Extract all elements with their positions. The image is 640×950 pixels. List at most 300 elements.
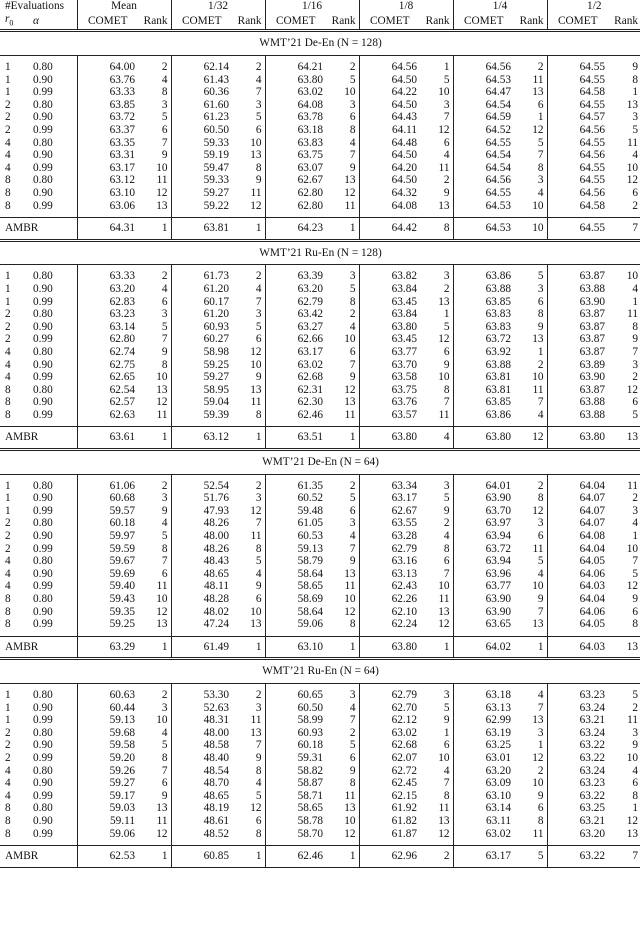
rank-cell: 13	[532, 86, 544, 99]
comet-cell: 63.22	[547, 739, 608, 752]
comet-cell: 59.97	[77, 530, 138, 543]
ambr-comet-cell: 63.51	[265, 427, 326, 450]
comet-cell: 62.15	[359, 790, 420, 803]
comet-cell: 64.55	[547, 137, 608, 150]
table-row	[0, 384, 640, 397]
table-row	[0, 371, 640, 384]
table-row	[0, 321, 640, 334]
comet-cell: 64.06	[547, 568, 608, 581]
rank-cell: 4	[537, 567, 544, 580]
comet-cell: 63.90	[453, 606, 514, 619]
comet-cell: 60.93	[171, 321, 232, 334]
rank-cell: 8	[443, 789, 450, 802]
comet-cell: 61.06	[77, 474, 138, 492]
rank-cell: 2	[326, 56, 359, 74]
comet-cell: 64.58	[547, 86, 608, 99]
rank-cell: 10	[608, 265, 640, 283]
comet-cell: 64.56	[359, 56, 420, 74]
comet-cell: 64.07	[547, 492, 608, 505]
comet-cell: 48.28	[171, 593, 232, 606]
r0-cell: 8	[5, 408, 11, 421]
rank-cell: 6	[349, 504, 356, 517]
rank-cell: 11	[344, 408, 356, 421]
rank-cell: 3	[349, 98, 356, 111]
alpha-cell: 0.80	[33, 593, 53, 605]
ambr-rank-cell: 5	[514, 846, 547, 868]
comet-cell: 63.25	[453, 739, 514, 752]
rank-cell: 6	[255, 333, 262, 346]
comet-cell: 59.27	[171, 371, 232, 384]
comet-cell: 59.68	[77, 727, 138, 740]
ambr-rank-cell: 7	[608, 846, 640, 868]
rank-cell: 3	[255, 701, 262, 714]
alpha-cell: 0.80	[33, 517, 53, 530]
rank-cell: 4	[349, 320, 356, 333]
ambr-rank-cell: 13	[608, 636, 640, 659]
comet-cell: 63.90	[453, 492, 514, 505]
comet-cell: 63.20	[453, 765, 514, 778]
comet-cell: 61.05	[265, 517, 326, 530]
rank-cell: 10	[532, 777, 544, 790]
comet-cell: 63.10	[453, 790, 514, 803]
table-row	[0, 580, 640, 593]
section-title: WMT’21 Ru-En (N = 128)	[0, 240, 640, 265]
r0-cell: 4	[5, 345, 11, 358]
rank-cell: 9	[632, 333, 639, 346]
comet-cell: 59.26	[77, 765, 138, 778]
table-row	[0, 765, 640, 778]
rank-cell: 3	[632, 111, 639, 124]
comet-cell: 63.02	[265, 86, 326, 99]
rank-cell: 11	[344, 789, 356, 802]
rank-cell: 11	[438, 802, 450, 815]
rank-cell: 4	[255, 282, 262, 295]
comet-cell: 64.54	[453, 99, 514, 112]
table-row	[0, 828, 640, 846]
alpha-cell: 0.80	[33, 726, 53, 739]
alpha-cell: 0.80	[33, 98, 53, 111]
r0-cell: 8	[5, 593, 11, 605]
alpha-cell: 0.80	[33, 383, 53, 396]
comet-cell: 62.79	[359, 543, 420, 556]
table-row	[0, 568, 640, 581]
rank-cell: 9	[255, 174, 262, 187]
alpha-cell: 0.90	[33, 73, 53, 86]
table-row	[0, 200, 640, 218]
ambr-rank-cell: 1	[326, 846, 359, 868]
rank-cell: 7	[255, 517, 262, 530]
comet-cell: 63.20	[77, 283, 138, 296]
ambr-comet-cell: 61.49	[171, 636, 232, 659]
rank-cell: 7	[632, 345, 639, 358]
table-row	[0, 492, 640, 505]
ambr-comet-cell: 60.85	[171, 846, 232, 868]
rank-cell: 5	[514, 265, 547, 283]
rank-cell: 9	[537, 789, 544, 802]
comet-cell: 59.35	[77, 606, 138, 619]
alpha-cell: 0.90	[33, 149, 53, 162]
ambr-comet-cell: 63.12	[171, 427, 232, 450]
ambr-comet-cell: 64.53	[453, 218, 514, 241]
comet-cell: 59.11	[77, 815, 138, 828]
comet-cell: 64.55	[453, 137, 514, 150]
rank-cell: 11	[438, 593, 450, 605]
comet-cell: 62.67	[265, 174, 326, 187]
rank-cell: 3	[326, 265, 359, 283]
alpha-cell: 0.99	[33, 714, 53, 727]
rank-cell: 5	[632, 124, 639, 136]
comet-cell: 63.94	[453, 530, 514, 543]
rank-cell: 6	[537, 802, 544, 815]
rank-cell: 11	[532, 383, 544, 396]
rank-cell: 5	[161, 111, 168, 124]
rank-cell: 12	[156, 827, 168, 840]
comet-cell: 62.26	[359, 593, 420, 606]
rank-cell: 4	[161, 73, 168, 86]
ambr-rank-cell: 1	[138, 427, 171, 450]
comet-cell: 60.65	[265, 683, 326, 701]
comet-cell: 48.58	[171, 739, 232, 752]
comet-cell: 63.90	[453, 593, 514, 606]
r0-cell: 8	[5, 174, 11, 187]
comet-cell: 51.76	[171, 492, 232, 505]
rank-cell: 3	[255, 98, 262, 111]
rank-cell: 10	[344, 86, 356, 99]
r0-cell: 4	[5, 358, 11, 371]
rank-cell: 12	[438, 827, 450, 840]
comet-cell: 64.48	[359, 137, 420, 150]
ambr-rank-cell: 1	[514, 636, 547, 659]
comet-cell: 60.17	[171, 296, 232, 309]
rank-cell: 1	[537, 345, 544, 358]
comet-cell: 62.10	[359, 606, 420, 619]
r0-cell: 1	[5, 492, 11, 505]
comet-cell: 63.86	[453, 265, 514, 283]
comet-cell: 63.27	[265, 321, 326, 334]
rank-cell: 8	[537, 492, 544, 505]
rank-cell: 2	[632, 199, 639, 212]
rank-cell: 5	[537, 555, 544, 568]
r0-cell: 1	[5, 504, 11, 517]
ambr-comet-cell: 63.61	[77, 427, 138, 450]
rank-cell: 5	[349, 492, 356, 505]
comet-cell: 64.57	[547, 111, 608, 124]
rank-cell: 13	[626, 827, 639, 840]
comet-cell: 62.45	[359, 777, 420, 790]
ambr-label: AMBR	[0, 218, 77, 241]
rank-cell: 8	[349, 124, 356, 136]
rank-cell: 11	[627, 136, 639, 149]
alpha-cell: 0.90	[33, 605, 53, 618]
table-row	[0, 752, 640, 765]
comet-cell: 63.83	[453, 308, 514, 321]
rank-cell: 11	[156, 408, 168, 421]
comet-cell: 63.55	[359, 517, 420, 530]
alpha-cell: 0.90	[33, 358, 53, 371]
ambr-comet-cell: 63.29	[77, 636, 138, 659]
table-row	[0, 777, 640, 790]
section-header-row	[0, 240, 640, 265]
rank-cell: 4	[161, 517, 168, 530]
comet-cell: 64.08	[359, 200, 420, 218]
r0-cell: 8	[5, 605, 11, 618]
alpha-cell: 0.99	[33, 789, 53, 802]
rank-cell: 4	[255, 567, 262, 580]
rank-cell: 6	[443, 345, 450, 358]
comet-cell: 63.02	[453, 828, 514, 846]
rank-cell: 11	[627, 714, 639, 727]
r0-cell: 2	[5, 726, 11, 739]
comet-header: COMET	[171, 13, 232, 31]
comet-cell: 59.59	[77, 543, 138, 556]
comet-cell: 63.77	[359, 346, 420, 359]
alpha-cell: 0.99	[33, 618, 53, 631]
comet-cell: 48.65	[171, 568, 232, 581]
comet-cell: 64.54	[453, 149, 514, 162]
rank-cell: 8	[161, 751, 168, 764]
table-row	[0, 296, 640, 309]
rank-cell: 9	[537, 320, 544, 333]
rank-cell: 1	[632, 802, 639, 815]
comet-cell: 62.65	[77, 371, 138, 384]
rank-cell: 5	[349, 282, 356, 295]
r0-cell: 8	[5, 814, 11, 827]
comet-cell: 64.43	[359, 111, 420, 124]
comet-cell: 63.84	[359, 283, 420, 296]
comet-cell: 58.65	[265, 802, 326, 815]
alpha-cell: 0.99	[33, 827, 53, 840]
comet-cell: 59.31	[265, 752, 326, 765]
comet-cell: 63.70	[359, 359, 420, 372]
r0-cell: 8	[5, 383, 11, 396]
comet-cell: 63.87	[547, 333, 608, 346]
comet-cell: 59.33	[171, 137, 232, 150]
rank-cell: 4	[537, 408, 544, 421]
r0-cell: 1	[5, 282, 11, 295]
r0-cell: 1	[0, 265, 30, 283]
rank-cell: 9	[161, 789, 168, 802]
rank-cell: 6	[537, 530, 544, 543]
rank-cell: 13	[438, 814, 450, 827]
ambr-row	[0, 846, 640, 868]
rank-cell: 1	[537, 111, 544, 124]
alpha-cell: 0.80	[33, 136, 53, 149]
comet-cell: 63.35	[77, 137, 138, 150]
rank-cell: 8	[349, 295, 356, 308]
comet-cell: 63.96	[453, 568, 514, 581]
rank-cell: 11	[250, 396, 262, 409]
alpha-cell: 0.99	[33, 295, 53, 308]
comet-cell: 64.01	[453, 474, 514, 492]
rank-cell: 12	[156, 186, 168, 199]
rank-cell: 2	[443, 517, 450, 530]
comet-cell: 48.43	[171, 555, 232, 568]
rank-cell: 9	[608, 56, 640, 74]
rank-cell: 6	[537, 98, 544, 111]
comet-cell: 63.89	[547, 359, 608, 372]
rank-cell: 2	[138, 474, 171, 492]
rank-cell: 10	[438, 751, 450, 764]
table-row	[0, 124, 640, 137]
comet-cell: 61.73	[171, 265, 232, 283]
alpha-cell: 0.99	[33, 580, 53, 593]
comet-cell: 60.52	[265, 492, 326, 505]
comet-cell: 63.87	[547, 346, 608, 359]
rank-cell: 9	[161, 149, 168, 162]
rank-cell: 11	[250, 186, 262, 199]
alpha-cell: 0.90	[33, 530, 53, 543]
rank-cell: 6	[537, 295, 544, 308]
comet-cell: 63.25	[547, 802, 608, 815]
comet-cell: 64.22	[359, 86, 420, 99]
table-row	[0, 308, 640, 321]
group-header-1-4: 1/4	[453, 0, 547, 13]
group-header-1-16: 1/16	[265, 0, 359, 13]
comet-cell: 64.05	[547, 555, 608, 568]
comet-cell: 61.23	[171, 111, 232, 124]
comet-cell: 62.99	[453, 714, 514, 727]
comet-cell: 62.80	[77, 333, 138, 346]
ambr-comet-cell: 63.80	[453, 427, 514, 450]
rank-cell: 12	[344, 383, 356, 396]
rank-cell: 7	[349, 714, 356, 727]
rank-cell: 2	[632, 701, 639, 714]
comet-cell: 63.80	[359, 321, 420, 334]
rank-cell: 6	[161, 777, 168, 790]
rank-cell: 2	[349, 726, 356, 739]
rank-cell: 3	[420, 474, 453, 492]
comet-cell: 64.47	[453, 86, 514, 99]
comet-header: COMET	[453, 13, 514, 31]
r0-cell: 2	[5, 111, 11, 124]
comet-cell: 63.02	[359, 727, 420, 740]
rank-cell: 11	[344, 199, 356, 212]
rank-cell: 4	[349, 136, 356, 149]
rank-header: Rank	[614, 14, 639, 27]
comet-header: COMET	[359, 13, 420, 31]
rank-cell: 9	[349, 764, 356, 777]
rank-cell: 4	[443, 764, 450, 777]
comet-cell: 62.68	[265, 371, 326, 384]
ambr-rank-cell: 1	[232, 636, 265, 659]
rank-cell: 13	[344, 802, 356, 815]
ambr-comet-cell: 64.55	[547, 218, 608, 241]
comet-cell: 63.88	[547, 396, 608, 409]
rank-cell: 6	[161, 124, 168, 136]
alpha-cell: 0.90	[33, 567, 53, 580]
rank-cell: 11	[608, 474, 640, 492]
rank-cell: 6	[349, 111, 356, 124]
group-header-mean: Mean	[77, 0, 171, 13]
rank-cell: 13	[156, 802, 168, 815]
comet-cell: 62.72	[359, 765, 420, 778]
comet-cell: 63.82	[359, 265, 420, 283]
comet-cell: 59.13	[77, 714, 138, 727]
r0-cell: 2	[5, 98, 11, 111]
r0-cell: 2	[5, 751, 11, 764]
comet-cell: 64.56	[547, 149, 608, 162]
rank-cell: 12	[250, 345, 262, 358]
r0-cell: 4	[5, 161, 11, 174]
rank-cell: 5	[443, 320, 450, 333]
rank-cell: 12	[626, 383, 639, 396]
comet-cell: 62.74	[77, 346, 138, 359]
table-row	[0, 714, 640, 727]
rank-cell: 12	[626, 580, 639, 593]
table-row	[0, 74, 640, 87]
rank-cell: 3	[443, 98, 450, 111]
r0-cell: 1	[5, 295, 11, 308]
alpha-cell: 0.99	[33, 333, 53, 346]
comet-cell: 60.53	[265, 530, 326, 543]
r0-cell: 4	[5, 136, 11, 149]
rank-cell: 8	[349, 618, 356, 631]
comet-cell: 60.27	[171, 333, 232, 346]
comet-cell: 63.07	[265, 162, 326, 175]
comet-cell: 58.98	[171, 346, 232, 359]
comet-cell: 64.11	[359, 124, 420, 137]
rank-cell: 5	[443, 701, 450, 714]
comet-cell: 63.13	[453, 702, 514, 715]
rank-cell: 10	[344, 333, 356, 346]
rank-cell: 9	[537, 593, 544, 605]
table-row	[0, 111, 640, 124]
alpha-cell: 0.80	[33, 764, 53, 777]
rank-cell: 2	[443, 282, 450, 295]
comet-cell: 53.30	[171, 683, 232, 701]
r0-cell: 4	[5, 764, 11, 777]
ambr-label: AMBR	[0, 846, 77, 868]
rank-header: Rank	[425, 14, 450, 27]
comet-cell: 62.46	[265, 409, 326, 427]
comet-cell: 63.87	[547, 308, 608, 321]
comet-cell: 58.95	[171, 384, 232, 397]
alpha-cell: 0.90	[33, 320, 53, 333]
comet-cell: 63.11	[453, 815, 514, 828]
ambr-comet-cell: 64.31	[77, 218, 138, 241]
rank-cell: 4	[349, 701, 356, 714]
comet-cell: 64.55	[453, 187, 514, 200]
rank-cell: 10	[156, 161, 168, 174]
r0-cell: 1	[5, 714, 11, 727]
comet-cell: 48.00	[171, 530, 232, 543]
rank-cell: 8	[632, 73, 639, 86]
comet-cell: 58.70	[265, 828, 326, 846]
rank-cell: 11	[438, 408, 450, 421]
rank-cell: 3	[632, 358, 639, 371]
rank-cell: 5	[255, 111, 262, 124]
comet-cell: 63.14	[77, 321, 138, 334]
comet-cell: 58.99	[265, 714, 326, 727]
comet-cell: 63.22	[547, 752, 608, 765]
comet-cell: 48.11	[171, 580, 232, 593]
comet-cell: 63.02	[265, 359, 326, 372]
rank-cell: 8	[349, 777, 356, 790]
table-row	[0, 56, 640, 74]
comet-cell: 59.40	[77, 580, 138, 593]
comet-cell: 64.50	[359, 149, 420, 162]
comet-cell: 63.19	[453, 727, 514, 740]
rank-cell: 12	[438, 124, 450, 136]
rank-header: Rank	[143, 14, 168, 27]
comet-cell: 60.93	[265, 727, 326, 740]
comet-cell: 64.04	[547, 543, 608, 556]
alpha-cell: 0.90	[33, 777, 53, 790]
table-row	[0, 187, 640, 200]
ambr-comet-cell: 63.81	[171, 218, 232, 241]
rank-cell: 12	[438, 618, 450, 631]
rank-cell: 6	[632, 605, 639, 618]
